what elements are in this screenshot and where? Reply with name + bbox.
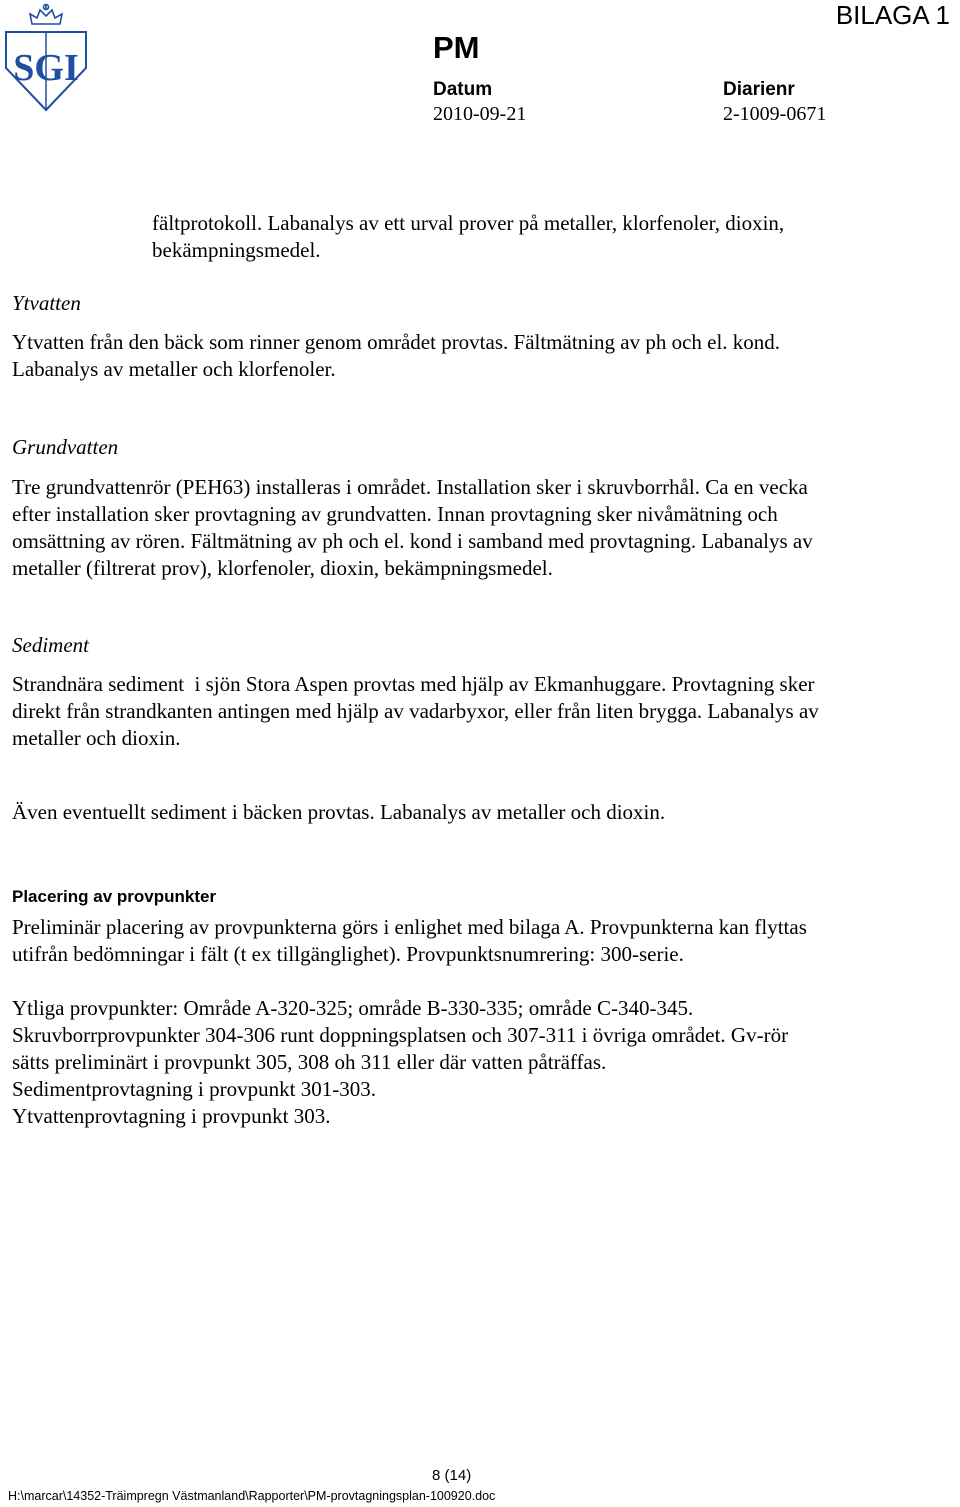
text-line: Ytliga provpunkter: Område A-320-325; område B-330-335; område C-340-345. bbox=[12, 996, 694, 1020]
datum-value: 2010-09-21 bbox=[433, 103, 527, 125]
sgi-logo bbox=[2, 2, 90, 114]
text-line: omsättning av rören. Fältmätning av ph och el. kond i samband med provtagning. Labanalys av bbox=[12, 529, 813, 553]
diarienr-label: Diarienr bbox=[723, 79, 795, 100]
text-line: Preliminär placering av provpunkterna görs i enlighet med bilaga A. Provpunkterna kan flyttas bbox=[12, 915, 807, 939]
placering-paragraph-1 bbox=[12, 914, 807, 968]
text-line: sätts preliminärt i provpunkt 305, 308 oh 311 eller där vatten påträffas. bbox=[12, 1050, 607, 1074]
text-line: utifrån bedömningar i fält (t ex tillgänglighet). Provpunktsnumrering: 300-serie. bbox=[12, 942, 684, 966]
sediment-paragraph bbox=[12, 671, 819, 752]
doc-type: PM bbox=[433, 30, 480, 65]
text-line: Strandnära sediment i sjön Stora Aspen provtas med hjälp av Ekmanhuggare. Provtagning sker bbox=[12, 672, 815, 696]
section-heading-ytvatten: Ytvatten bbox=[12, 291, 81, 315]
text-line: Ytvatten från den bäck som rinner genom området provtas. Fältmätning av ph och el. kond. bbox=[12, 330, 781, 354]
sediment-extra: Även eventuellt sediment i bäcken provtas. Labanalys av metaller och dioxin. bbox=[12, 800, 666, 824]
datum-label: Datum bbox=[433, 79, 493, 100]
text-line: Ytvattenprovtagning i provpunkt 303. bbox=[12, 1104, 331, 1128]
text-line: metaller (filtrerat prov), klorfenoler, dioxin, bekämpningsmedel. bbox=[12, 556, 553, 580]
text-line: fältprotokoll. Labanalys av ett urval prover på metaller, klorfenoler, dioxin, bbox=[152, 211, 785, 235]
text-line: direkt från strandkanten antingen med hjälp av vadarbyxor, eller från liten brygga. Labanalys av bbox=[12, 699, 819, 723]
section-heading-sediment: Sediment bbox=[12, 633, 89, 657]
text-line: Skruvborrprovpunkter 304-306 runt doppningsplatsen och 307-311 i övriga området. Gv-rör bbox=[12, 1023, 789, 1047]
section-heading-grundvatten: Grundvatten bbox=[12, 435, 119, 459]
text-line: Labanalys av metaller och klorfenoler. bbox=[12, 357, 336, 381]
section-heading-placering: Placering av provpunkter bbox=[12, 887, 217, 906]
diarienr-value: 2-1009-0671 bbox=[723, 103, 827, 125]
grundvatten-paragraph bbox=[12, 474, 813, 582]
text-line: Sedimentprovtagning i provpunkt 301-303. bbox=[12, 1077, 376, 1101]
text-line: efter installation sker provtagning av grundvatten. Innan provtagning sker nivåmätning och bbox=[12, 502, 778, 526]
logo-lettering: SGI bbox=[13, 47, 79, 89]
text-line: bekämpningsmedel. bbox=[152, 238, 321, 262]
page-number: 8 (14) bbox=[432, 1467, 472, 1484]
text-line: metaller och dioxin. bbox=[12, 726, 181, 750]
text-line: Tre grundvattenrör (PEH63) installeras i området. Installation sker i skruvborrhål. Ca en vecka bbox=[12, 475, 808, 499]
placering-paragraph-2 bbox=[12, 995, 788, 1130]
intro-paragraph bbox=[152, 210, 784, 264]
bilaga-label: BILAGA 1 bbox=[835, 0, 950, 30]
file-path: H:\marcar\14352-Träimpregn Västmanland\Rapporter\PM-provtagningsplan-100920.doc bbox=[8, 1489, 496, 1503]
ytvatten-paragraph bbox=[12, 329, 780, 383]
